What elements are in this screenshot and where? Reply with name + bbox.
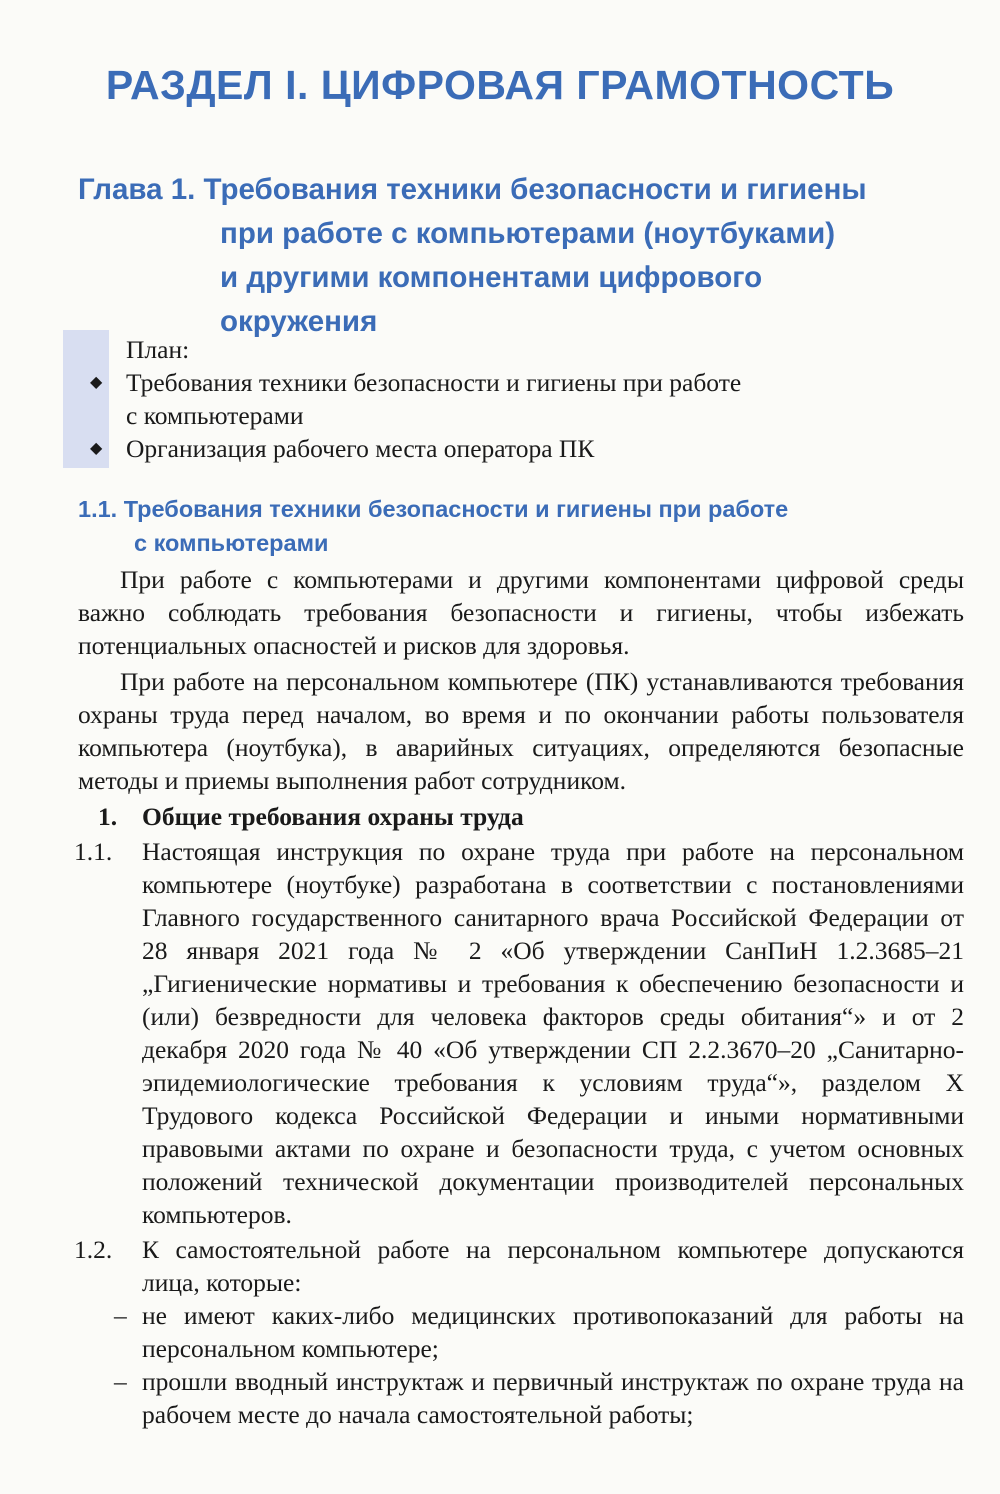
plan-item-line: с компьютерами [126,401,304,430]
dash-bullet: – [114,1301,127,1330]
dash-list-item [78,1365,964,1431]
numbered-heading [78,800,964,833]
paragraph: При работе на персональном компьютере (ПК) устанавливаются требования охраны труда перед началом, во время и по окончании работы пользователя компьютера (ноутбука), в аварийных ситуациях, определяются безопасные методы и приемы выполнения работ сотрудником. [78,667,964,795]
dash-list-text: прошли вводный инструктаж и первичный инструктаж по охране труда на рабочем месте до начала самостоятельной работы; [142,1367,964,1429]
chapter-title-line: окружения [220,305,378,338]
clause [74,835,964,1231]
clause-number: 1.1. [74,837,113,866]
clause [74,1233,964,1299]
subsection-title-line: 1.1. Требования техники безопасности и гигиены при работе [78,496,789,522]
dash-list-item [78,1299,964,1365]
subsection-title-line: с компьютерами [134,530,329,556]
diamond-bullet-icon: ◆ [90,374,103,391]
section-title: РАЗДЕЛ I. ЦИФРОВАЯ ГРАМОТНОСТЬ [105,62,895,108]
body-text [74,563,964,1431]
dash-list-text: не имеют каких-либо медицинских противопоказаний для работы на персональном компьютере; [142,1301,964,1363]
plan-item [90,366,890,432]
chapter-title-line: Глава 1. Требования техники безопасности и гигиены [78,173,867,206]
heading-text: Общие требования охраны труда [142,802,524,831]
chapter-title-line: и другими компонентами цифрового [220,261,763,294]
dash-bullet: – [114,1367,127,1396]
plan-item-line: Организация рабочего места оператора ПК [126,434,595,463]
plan-label: План: [126,335,190,364]
clause-number: 1.2. [74,1235,113,1264]
plan-item [90,432,890,465]
heading-number: 1. [98,802,118,831]
clause-text: Настоящая инструкция по охране труда при работе на персональном компьютере (ноутбуке) разработана в соответствии с постановлениями Главного государственного санитарного врача Российской Федерации от 28 января 2021 года № 2 «Об утверждении СанПиН 1.2.3685–21 „Гигиенические нормативы и требования к обеспечению безопасности и (или) безвредности для человека факторов среды обитания“» и от 2 декабря 2020 года № 40 «Об утверждении СП 2.2.3670–20 „Санитарно-эпидемиологические требования к условиям труда“», разделом X Трудового кодекса Российской Федерации и иными нормативными правовыми актами по охране и безопасности труда, с учетом основных положений технической документации производителей персональных компьютеров. [142,837,964,1229]
clause-text: К самостоятельной работе на персональном компьютере допускаются лица, которые: [142,1235,964,1297]
plan-item-line: Требования техники безопасности и гигиены при работе [126,368,742,397]
chapter-title [78,168,978,344]
diamond-bullet-icon: ◆ [90,440,103,457]
subsection-title [78,492,978,560]
paragraph: При работе с компьютерами и другими компонентами цифровой среды важно соблюдать требования безопасности и гигиены, чтобы избежать потенциальных опасностей и рисков для здоровья. [78,565,964,660]
chapter-title-line: при работе с компьютерами (ноутбуками) [220,217,836,250]
plan-block [90,333,890,465]
